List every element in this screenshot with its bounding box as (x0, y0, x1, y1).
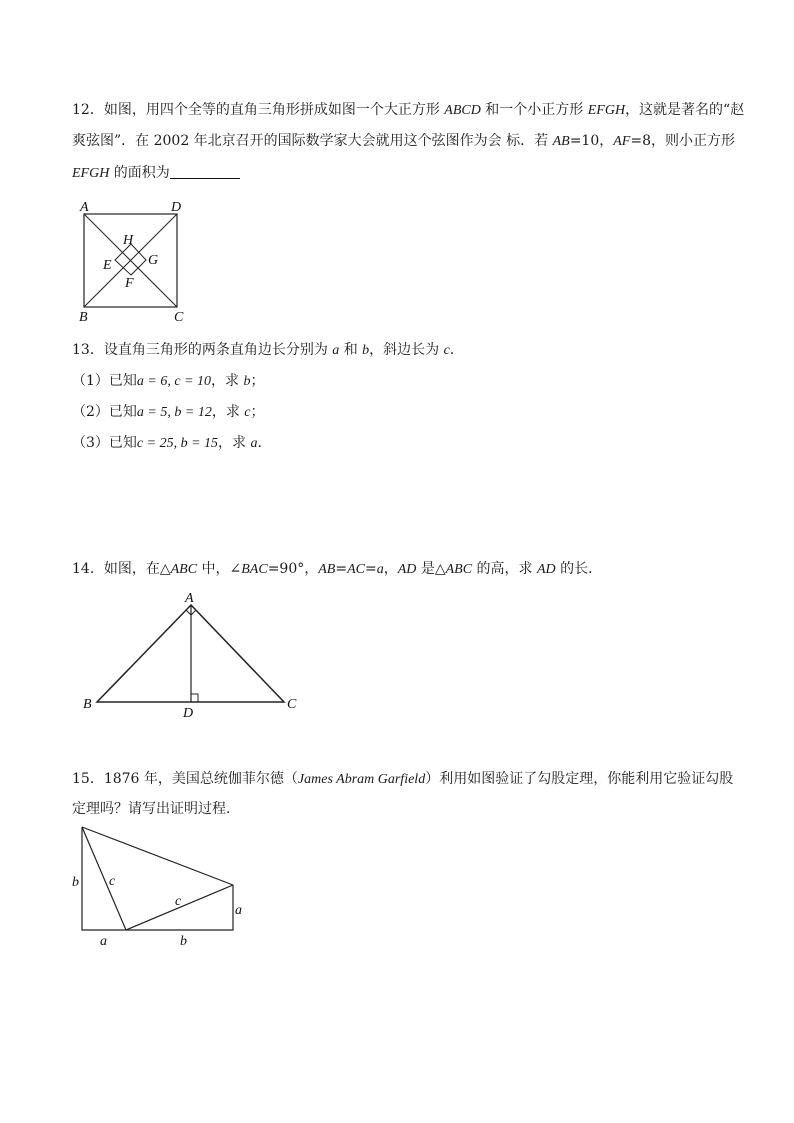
triangle-figure (75, 585, 315, 729)
q13-expr: a = 5, b = 12 (136, 405, 212, 420)
label-F: F (125, 276, 134, 291)
label-c-left: c (109, 874, 116, 889)
q13-text: （2）已知 (72, 404, 137, 420)
q14-a: a (376, 562, 384, 577)
q14-ab: AB (318, 562, 336, 577)
label-C: C (287, 697, 297, 712)
q14-abc: ABC (445, 562, 473, 577)
q13-text: ； (250, 373, 265, 389)
q13-text: ，求 (211, 373, 244, 389)
q14-ad: AD (397, 562, 417, 577)
q12-line3 (72, 164, 240, 183)
q14-ac: AC (347, 562, 365, 577)
q13-text: ，求 (211, 404, 245, 420)
q15-line1 (72, 770, 733, 789)
label-a-bottom: a (100, 934, 107, 949)
q12-text: =8，则小正方形 (630, 133, 735, 149)
q14-ad: AD (536, 562, 556, 577)
q12-text: 和一个小正方形 (480, 102, 588, 118)
q12-text: =10， (569, 133, 614, 149)
q13-text: 和 (339, 342, 363, 358)
q12-efgh: EFGH (72, 166, 110, 181)
q12-text: ，这就是著名的“赵 (625, 102, 745, 118)
q14-text: ， (383, 561, 398, 577)
q13-part1 (72, 372, 264, 391)
q14-text: 14．如图，在△ (72, 561, 171, 577)
q14-text: = (335, 561, 348, 577)
q13-part3 (72, 434, 271, 453)
label-G: G (148, 253, 159, 268)
q13-text: ，求 (218, 435, 251, 451)
q13-var-b: b (362, 343, 370, 358)
q14-text: =90°， (267, 561, 319, 577)
answer-blank[interactable] (170, 164, 240, 179)
q15-text: 定理吗？请写出证明过程． (72, 801, 240, 817)
q14-text: 中，∠ (197, 561, 242, 577)
q13-var-a: a (332, 343, 340, 358)
q12-line1 (72, 101, 744, 120)
q13-part2 (72, 403, 265, 422)
q13-var: a (250, 436, 258, 451)
q15-name: James Abram Garfield (297, 772, 426, 787)
q13-var-c: c (443, 343, 450, 358)
zhao-shuang-figure (70, 195, 200, 329)
q14-text: = (364, 561, 377, 577)
q12-efgh: EFGH (587, 103, 626, 118)
q13-text: （1）已知 (72, 373, 137, 389)
q12-abcd: ABCD (444, 103, 481, 118)
label-c-mid: c (175, 894, 182, 909)
q15-text: ）利用如图验证了勾股定理，你能利用它验证勾股 (425, 771, 734, 787)
q12-text: 12．如图，用四个全等的直角三角形拼成如图一个大正方形 (72, 102, 445, 118)
q13-text: 13．设直角三角形的两条直角边长分别为 (72, 342, 333, 358)
label-E: E (103, 258, 112, 273)
label-B: B (83, 697, 92, 712)
garfield-trapezoid-figure (65, 820, 265, 964)
q13-text: ． (449, 342, 464, 358)
q12-line2 (72, 132, 735, 151)
q13-var: b (243, 374, 251, 389)
q15-line2 (72, 800, 240, 818)
label-a-right: a (235, 903, 242, 918)
label-B: B (79, 310, 88, 325)
q13-text: ； (250, 404, 265, 420)
label-D: D (171, 200, 182, 215)
q14-abc: ABC (170, 562, 198, 577)
q13-intro (72, 341, 464, 360)
q13-text: （3）已知 (72, 435, 137, 451)
q12-text: 爽弦图”．在 2002 年北京召开的国际数学家大会就用这个弦图作为会 标．若 (72, 133, 553, 149)
q14-text: 的高，求 (472, 561, 537, 577)
label-A: A (80, 200, 89, 215)
q14-text: 是△ (416, 561, 446, 577)
label-H: H (123, 233, 134, 248)
label-C: C (174, 310, 184, 325)
label-D: D (183, 706, 194, 721)
q12-af: AF (613, 134, 631, 149)
q13-var: c (244, 405, 251, 420)
q14-bac: BAC (241, 562, 268, 577)
q14-text: 的长． (555, 561, 603, 577)
q12-ab: AB (552, 134, 570, 149)
q13-expr: a = 6, c = 10 (136, 374, 212, 389)
q12-text: 的面积为 (109, 165, 170, 181)
label-b-bottom: b (180, 934, 187, 949)
q15-text: 15．1876 年，美国总统伽菲尔德（ (72, 771, 298, 787)
q13-text: ，斜边长为 (369, 342, 444, 358)
label-A: A (185, 591, 194, 606)
label-b-left: b (72, 875, 79, 890)
q13-expr: c = 25, b = 15 (136, 436, 219, 451)
q14-line (72, 560, 602, 579)
q13-text: ． (257, 435, 272, 451)
